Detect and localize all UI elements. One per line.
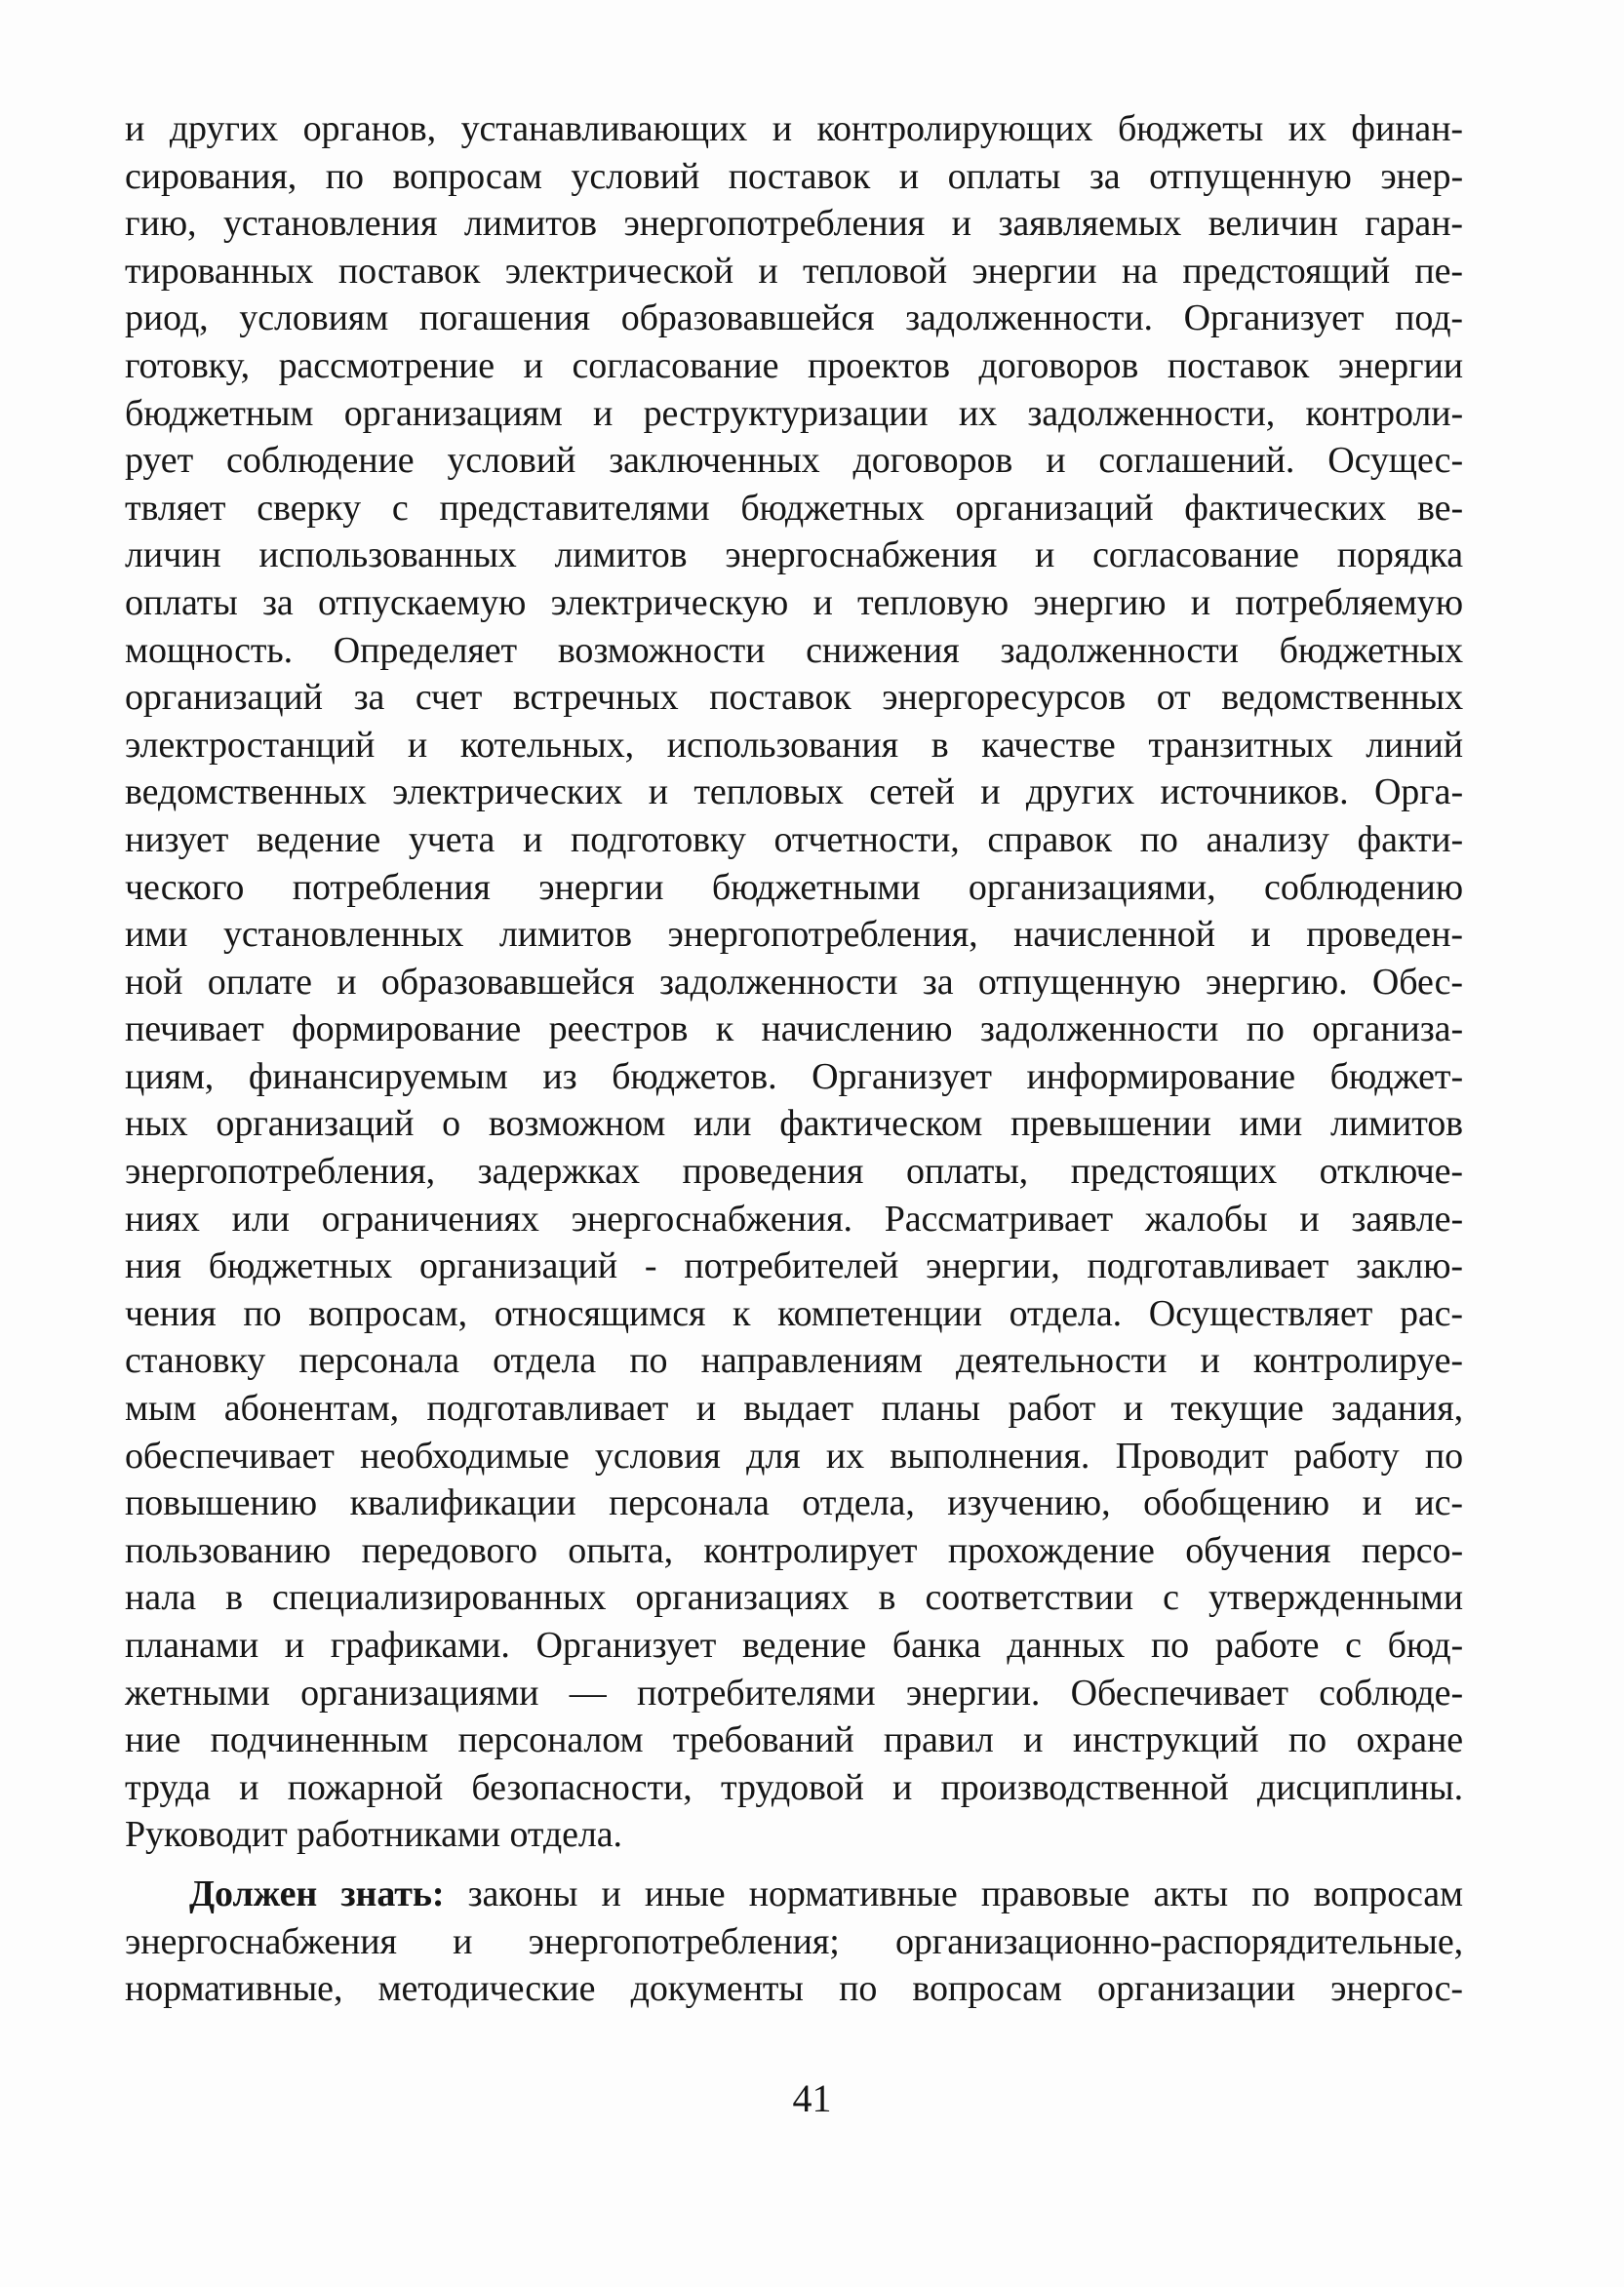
paragraph-1-line: бюджетным организациям и реструктуризации их задолженности, контроли- — [125, 392, 1463, 434]
paragraph-2-lead-bold: Должен знать: — [189, 1873, 445, 1914]
paragraph-1-line: ими установленных лимитов энергопотребления, начисленной и проведен- — [125, 914, 1463, 956]
paragraph-1-line: тированных поставок электрической и тепловой энергии на предстоящий пе- — [125, 250, 1463, 292]
paragraph-2-line-3: нормативные, методические документы по вопросам организации энергос- — [125, 1968, 1463, 2010]
paragraph-1-line: организаций за счет встречных поставок энергоресурсов от ведомственных — [125, 677, 1463, 719]
paragraph-1-line: пользованию передового опыта, контролирует прохождение обучения персо- — [125, 1529, 1463, 1571]
paragraph-1-line: планами и графиками. Организует ведение банка данных по работе с бюд- — [125, 1625, 1463, 1666]
paragraph-1-line: ведомственных электрических и тепловых сетей и других источников. Орга- — [125, 771, 1463, 813]
paragraph-1-line: обеспечивает необходимые условия для их выполнения. Проводит работу по — [125, 1435, 1463, 1477]
paragraph-1-line: повышению квалификации персонала отдела, изучению, обобщению и ис- — [125, 1482, 1463, 1524]
paragraph-1-line: оплаты за отпускаемую электрическую и тепловую энергию и потребляемую — [125, 581, 1463, 623]
paragraph-1-line: гию, установления лимитов энергопотребления и заявляемых величин гаран- — [125, 203, 1463, 245]
paragraph-1-line: электростанций и котельных, использования в качестве транзитных линий — [125, 724, 1463, 766]
page-number: 41 — [792, 2076, 832, 2120]
paragraph-1-line: жетными организациями — потребителями энергии. Обеспечивает соблюде- — [125, 1672, 1463, 1714]
paragraph-1-line: ние подчиненным персоналом требований правил и инструкций по охране — [125, 1719, 1463, 1761]
paragraph-gap — [125, 1859, 1463, 1871]
paragraph-1-line: нала в специализированных организациях в соответствии с утвержденными — [125, 1577, 1463, 1619]
paragraph-1-line: энергопотребления, задержках проведения оплаты, предстоящих отключе- — [125, 1151, 1463, 1193]
paragraph-1-line: печивает формирование реестров к начислению задолженности по организа- — [125, 1008, 1463, 1050]
paragraph-1-line: труда и пожарной безопасности, трудовой и производственной дисциплины. — [125, 1766, 1463, 1808]
paragraph-1-line: Руководит работниками отдела. — [125, 1814, 622, 1856]
paragraph-2 — [125, 1871, 1463, 2013]
paragraph-2-first-line-rest: законы и иные нормативные правовые акты по вопросам — [444, 1873, 1464, 1914]
paragraph-1-line: мощность. Определяет возможности снижения задолженности бюджетных — [125, 629, 1463, 671]
paragraph-1-line: ческого потребления энергии бюджетными организациями, соблюдению — [125, 866, 1463, 908]
paragraph-1-line: ной оплате и образовавшейся задолженности за отпущенную энергию. Обес- — [125, 961, 1463, 1003]
paragraph-2-line-1 — [125, 1871, 1463, 1918]
body-text — [125, 105, 1463, 2013]
paragraph-1-line: твляет сверку с представителями бюджетных организаций фактических ве- — [125, 487, 1463, 529]
paragraph-2-line-2: энергоснабжения и энергопотребления; организационно-распорядительные, — [125, 1920, 1463, 1962]
paragraph-1 — [125, 105, 1463, 1859]
paragraph-1-line: становку персонала отдела по направлениям деятельности и контролируе- — [125, 1340, 1463, 1382]
paragraph-1-line: ния бюджетных организаций - потребителей энергии, подготавливает заклю- — [125, 1245, 1463, 1287]
paragraph-1-line: и других органов, устанавливающих и контролирующих бюджеты их финан- — [125, 108, 1463, 149]
paragraph-1-line: сирования, по вопросам условий поставок и оплаты за отпущенную энер- — [125, 155, 1463, 197]
paragraph-1-line: низует ведение учета и подготовку отчетности, справок по анализу факти- — [125, 818, 1463, 860]
paragraph-1-line: риод, условиям погашения образовавшейся задолженности. Организует под- — [125, 297, 1463, 339]
paragraph-1-line: мым абонентам, подготавливает и выдает планы работ и текущие задания, — [125, 1388, 1463, 1430]
paragraph-1-line: ных организаций о возможном или фактическом превышении ими лимитов — [125, 1103, 1463, 1145]
paragraph-1-line: циям, финансируемым из бюджетов. Организует информирование бюджет- — [125, 1055, 1463, 1097]
paragraph-1-line: готовку, рассмотрение и согласование проектов договоров поставок энергии — [125, 344, 1463, 386]
paragraph-1-line: ниях или ограничениях энергоснабжения. Рассматривает жалобы и заявле- — [125, 1198, 1463, 1240]
paragraph-1-line: чения по вопросам, относящимся к компетенции отдела. Осуществляет рас- — [125, 1292, 1463, 1334]
paragraph-1-line: рует соблюдение условий заключенных договоров и соглашений. Осущес- — [125, 440, 1463, 482]
paragraph-1-line: личин использованных лимитов энергоснабжения и согласование порядка — [125, 534, 1463, 576]
